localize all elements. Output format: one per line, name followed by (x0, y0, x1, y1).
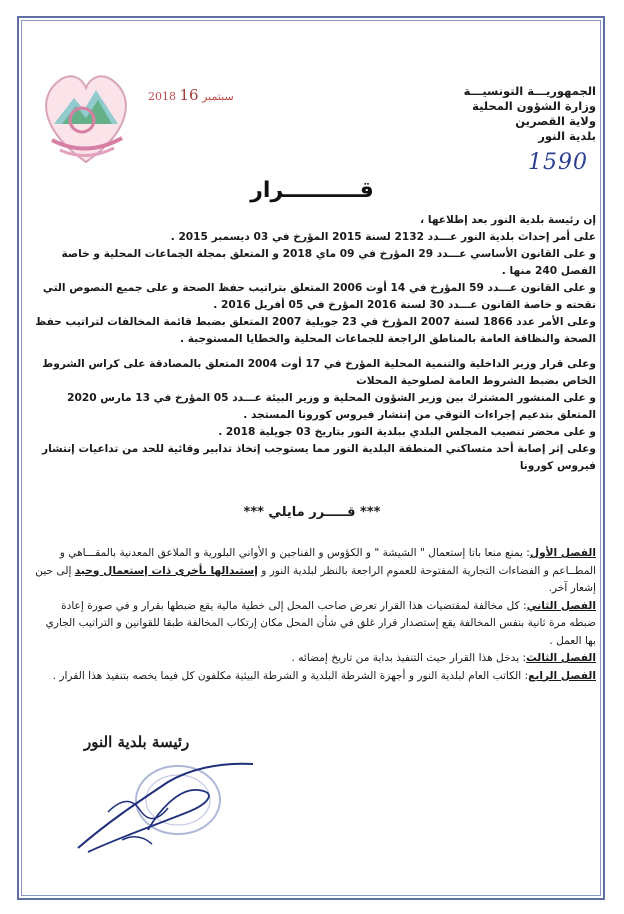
article-4 (34, 668, 596, 686)
date-stamp-day: 16 (179, 86, 199, 104)
preamble (34, 212, 596, 475)
article-2-text: : كل مخالفة لمقتضيات هذا القرار تعرض صاحب المحل إلى خطية مالية يقع ضبطها بقرار و في صورة إعادة ضبطه مرة ثانية بنفس المخالفة يقع إستصدار قرار غلق في شأن المحل مكان إرتكاب المخالفة طبقا للقوانين و التراتيب الجاري بها العمل . (45, 599, 596, 647)
date-stamp (148, 86, 234, 104)
date-stamp-year: 2018 (148, 90, 176, 103)
preamble-item: وعلى الأمر عدد 1866 لسنة 2007 المؤرخ في 23 جويلية 2007 المتعلق بضبط قائمة المخالفات لتراتيب حفظ الصحة والنظافة العامة بالمناطق الراجعة للجماعات المحلية والخطايا المستوجبة . (35, 316, 596, 345)
date-stamp-month: سبتمبر (202, 90, 234, 103)
article-1-label: الفصل الأول (529, 547, 596, 559)
decree-title: قــــــــــرار (250, 178, 374, 203)
signatory-title: رئيسة بلدية النور (84, 733, 190, 751)
article-3-text: : يدخل هذا القرار حيث التنفيذ بداية من تاريخ إمضائه . (291, 652, 527, 664)
municipality-logo (32, 62, 140, 170)
article-1-text: : يمنع منعا باتا إستعمال " الشيشة " و الكؤوس و الفناجين و الأواني البلورية و الملاعق المعدنية بالمقـــاهي و المطــاعم و الفضاءات التجارية المفتوحة للعموم الراجعة بالنظر لبلدية النور و (59, 547, 596, 577)
decision-heading: *** قـــــرر مايلي *** (243, 505, 381, 520)
preamble-intro: إن رئيسة بلدية النور بعد إطلاعها ، (420, 214, 596, 226)
article-2-label: الفصل الثاني (526, 599, 596, 612)
letterhead (446, 84, 596, 144)
article-3-label: الفصل الثالث (526, 652, 596, 664)
preamble-item: وعلى إثر إصابة أحد متساكني المنطقة البلدية النور مما يستوجب إتخاذ تدابير وقائية للحد من تداعيات إنتشار فيروس كورونا (42, 443, 596, 472)
official-seal-and-signature (68, 752, 268, 872)
article-4-text: : الكاتب العام لبلدية النور و أجهزة الشرطة البلدية و الشرطة البيئية مكلفون كل فيما يخصه بتنفيذ هذا القرار . (52, 669, 529, 682)
preamble-item: وعلى قرار وزير الداخلية والتنمية المحلية المؤرخ في 17 أوت 2004 المتعلق بالمصادقة على كراس الشروط الخاص بضبط الشروط العامة لصلوحية المحلات (42, 358, 596, 387)
preamble-item: و على المنشور المشترك بين وزير الشؤون المحلية و وزير البيئة عـــدد 05 المؤرخ في 13 مارس 2020 المتعلق بتدعيم إجراءات التوقي من إنتشار فيروس كورونا المستجد . (67, 392, 596, 421)
preamble-item: على أمر إحداث بلدية النور عـــدد 2132 لسنة 2015 المؤرخ في 03 ديسمبر 2015 . (170, 231, 596, 243)
article-1-emphasis: إستبدالها بأخرى ذات إستعمال وحيد (74, 564, 258, 577)
article-4-label: الفصل الرابع (528, 669, 596, 682)
article-1-tail: إلى حين إشعار آخر. (35, 564, 596, 594)
preamble-item: و على القانون الأساسي عـــدد 29 المؤرخ في 09 ماي 2018 و المتعلق بمجلة الجماعات المحلية و خاصة الفصل 240 منها . (61, 248, 596, 277)
article-2 (34, 598, 596, 651)
reference-number: 1590 (528, 150, 588, 175)
articles (34, 545, 596, 685)
preamble-item: و على محضر تنصيب المجلس البلدي ببلدية النور بتاريخ 03 جويلية 2018 . (218, 426, 596, 438)
article-1 (34, 545, 596, 598)
letterhead-governorate: ولاية القصرين (515, 114, 596, 128)
letterhead-republic: الجمهوريـــة التونسيـــة (463, 84, 596, 98)
preamble-item: و على القانون عـــدد 59 المؤرخ في 14 أوت 2006 المتعلق بتراتيب حفظ الصحة و على جميع النصوص التي نقحته و خاصة القانون عـــدد 30 لسنة 2016 المؤرخ في 05 أفريل 2016 . (42, 282, 596, 311)
letterhead-municipality: بلدية النور (538, 129, 596, 143)
article-3 (34, 650, 596, 668)
letterhead-ministry: وزارة الشؤون المحلية (472, 99, 596, 113)
spacer (34, 348, 596, 356)
